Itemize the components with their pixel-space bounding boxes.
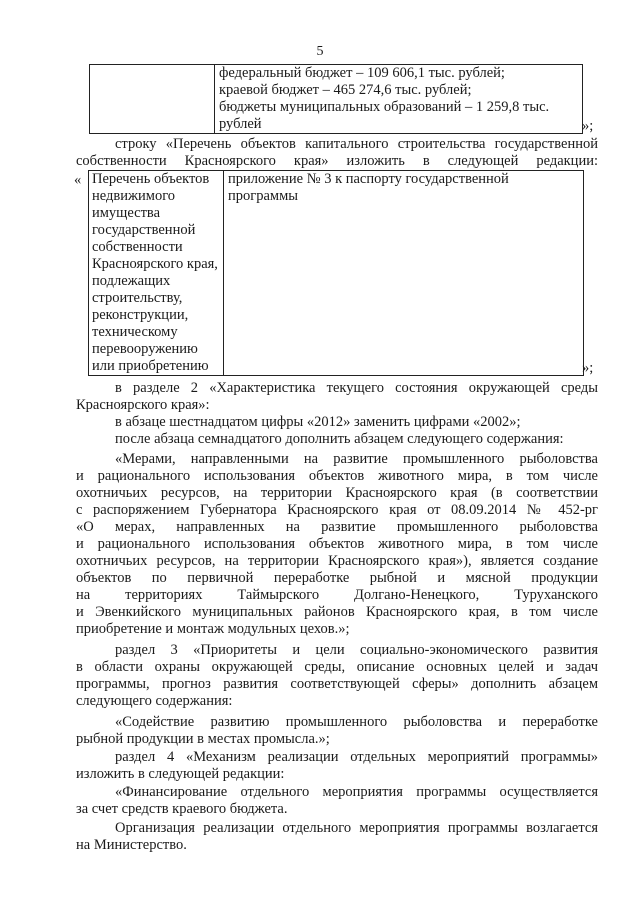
text-line: раздел 4 «Механизм реализации отдельных мероприятий программы» <box>115 749 598 765</box>
text-line: строку «Перечень объектов капитального строительства государственной <box>115 136 598 152</box>
text-line: рыбной продукции в местах промысла.»; <box>76 731 330 747</box>
property-table-value-cell <box>224 171 584 376</box>
label-line: Перечень объектов <box>92 171 210 187</box>
value-line: программы <box>228 188 298 204</box>
text-line: Организация реализации отдельного мероприятия программы возлагается <box>115 820 598 836</box>
text-line: «Содействие развитию промышленного рыболовства и переработке <box>115 714 598 730</box>
table2-opening-quote: « <box>74 172 82 188</box>
text-line: следующего содержания: <box>76 693 233 709</box>
label-line: государственной <box>92 222 196 238</box>
budget-line: бюджеты муниципальных образований – 1 259,8 тыс. <box>219 99 550 115</box>
text-line: охотничьих ресурсов, на территории Красноярского края (в соответствии <box>76 485 598 501</box>
label-line: Красноярского края, <box>92 256 218 272</box>
text-line: с распоряжением Губернатора Красноярского края от 08.09.2014 № 452-рг <box>76 502 598 518</box>
budget-table <box>89 64 583 134</box>
label-line: строительству, <box>92 290 183 306</box>
text-line: охотничьих ресурсов, на территории Красноярского края»), является создание <box>76 553 598 569</box>
text-line: «Мерами, направленными на развитие промышленного рыболовства <box>115 451 598 467</box>
text-line: на Министерство. <box>76 837 187 853</box>
text-line: и рационального использования объектов животного мира, в том числе <box>76 468 598 484</box>
label-line: собственности <box>92 239 183 255</box>
budget-table-right-cell <box>215 65 583 134</box>
label-line: недвижимого <box>92 188 176 204</box>
property-table-label-cell <box>89 171 224 376</box>
text-line: программы, прогноз развития соответствующей сферы» дополнить абзацем <box>76 676 598 692</box>
text-line: на территориях Таймырского Долгано-Ненецкого, Туруханского <box>76 587 598 603</box>
label-line: техническому <box>92 324 178 340</box>
text-line: приобретение и монтаж модульных цехов.»; <box>76 621 350 637</box>
text-line: в области охраны окружающей среды, описание основных целей и задач <box>76 659 598 675</box>
budget-table-left-cell <box>90 65 215 134</box>
text-line: и рационального использования объектов животного мира, в том числе <box>76 536 598 552</box>
label-line: реконструкции, <box>92 307 189 323</box>
label-line: перевооружению <box>92 341 198 357</box>
text-line: раздел 3 «Приоритеты и цели социально-экономического развития <box>115 642 598 658</box>
text-line: и Эвенкийского муниципальных районов Красноярского края, в том числе <box>76 604 598 620</box>
text-line: собственности Красноярского края» изложить в следующей редакции: <box>76 153 598 169</box>
label-line: подлежащих <box>92 273 171 289</box>
text-line: «О мерах, направленных на развитие промышленного рыболовства <box>76 519 598 535</box>
text-line: за счет средств краевого бюджета. <box>76 801 288 817</box>
budget-line: краевой бюджет – 465 274,6 тыс. рублей; <box>219 82 472 98</box>
text-line: «Финансирование отдельного мероприятия программы осуществляется <box>115 784 598 800</box>
label-line: имущества <box>92 205 161 221</box>
text-line: после абзаца семнадцатого дополнить абзацем следующего содержания: <box>115 431 564 447</box>
value-line: приложение № 3 к паспорту государственной <box>228 171 509 187</box>
text-line: изложить в следующей редакции: <box>76 766 285 782</box>
text-line: в абзаце шестнадцатом цифры «2012» заменить цифрами «2002»; <box>115 414 521 430</box>
text-line: в разделе 2 «Характеристика текущего состояния окружающей среды <box>115 380 598 396</box>
table2-closing-quote: »; <box>582 360 594 376</box>
page-number: 5 <box>316 44 324 59</box>
text-line: объектов по первичной переработке рыбной и мясной продукции <box>76 570 598 586</box>
table1-closing-quote: »; <box>582 118 594 134</box>
budget-line: рублей <box>219 116 262 132</box>
property-table <box>88 170 584 376</box>
budget-line: федеральный бюджет – 109 606,1 тыс. рублей; <box>219 65 505 81</box>
label-line: или приобретению <box>92 358 209 374</box>
text-line: Красноярского края»: <box>76 397 210 413</box>
